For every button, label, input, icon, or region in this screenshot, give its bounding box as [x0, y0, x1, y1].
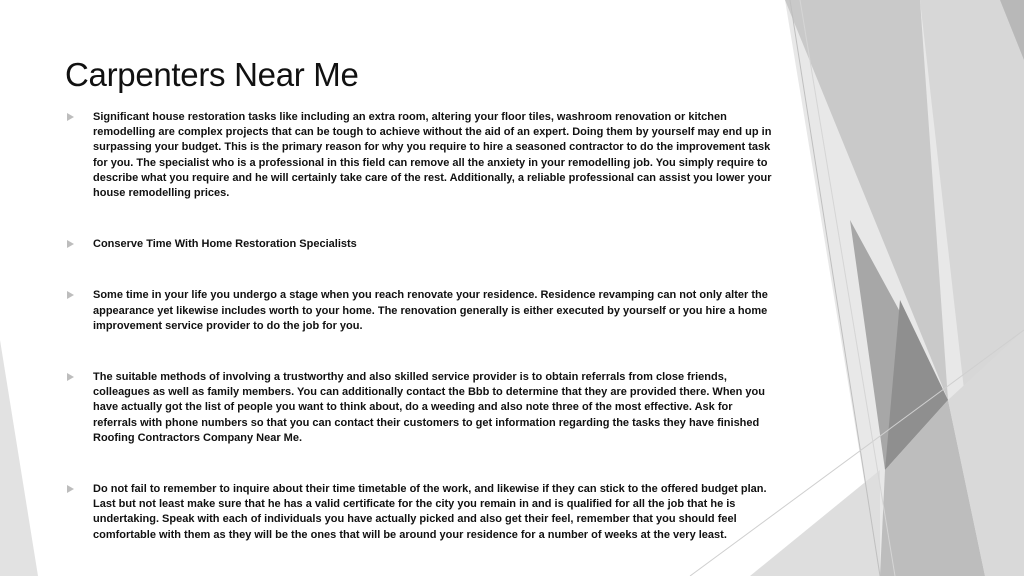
bullet-item — [65, 237, 775, 252]
bullet-text: Some time in your life you undergo a stage when you reach renovate your residence. Residence revamping can not only alter the appearance yet likewise includes worth to your home. The renovation generally is either executed by yourself or you hire a home improvement service provider to do the job for you. — [93, 289, 768, 332]
triangle-bullet-icon — [67, 373, 74, 381]
triangle-bullet-icon — [67, 291, 74, 299]
bullet-text: Significant house restoration tasks like including an extra room, altering your floor tiles, washroom renovation or kitchen remodelling are complex projects that can be tough to achieve without the aid of an expert. Doing them by yourself may end up in surpassing your budget. This is the primary reason for why you require to hire a seasoned contractor to do the improvement task for you. The specialist who is a professional in this field can remove all the anxiety in your remodelling job. You simply require to describe what you require and he will certainly take care of the rest. Additionally, a reliable professional can assist you lower your house remodelling prices. — [93, 111, 772, 200]
bullet-text: The suitable methods of involving a trustworthy and also skilled service provider is to obtain referrals from close friends, colleagues as well as family members. You can additionally contact the Bbb to determine that they are provided there. When you have actually got the list of people you want to think about, do a weeding and also note three of the most effective. Ask for referrals with phone numbers so that you can contact their customers to get information regarding the tasks they have finished Roofing Contractors Company Near Me. — [93, 371, 765, 444]
bullet-item — [65, 288, 775, 334]
triangle-bullet-icon — [67, 113, 74, 121]
bullet-text: Do not fail to remember to inquire about their time timetable of the work, and likewise if they can stick to the offered budget plan. Last but not least make sure that he has a valid certificate for the city you remain in and is qualified for all the job that he is undertaking. Speak with each of individuals you have actually picked and also get their feel, remember that you should feel comfortable with them as they will be the ones that will be around your residence for a number of weeks at the very least. — [93, 483, 767, 541]
bullet-item — [65, 482, 775, 543]
slide-title: Carpenters Near Me — [65, 56, 359, 93]
bullet-item — [65, 370, 775, 446]
bullet-text: Conserve Time With Home Restoration Specialists — [93, 238, 357, 251]
triangle-bullet-icon — [67, 485, 74, 493]
bullet-item — [65, 110, 775, 201]
bullet-list — [65, 110, 775, 543]
facet-left-bottom — [0, 340, 38, 576]
triangle-bullet-icon — [67, 240, 74, 248]
